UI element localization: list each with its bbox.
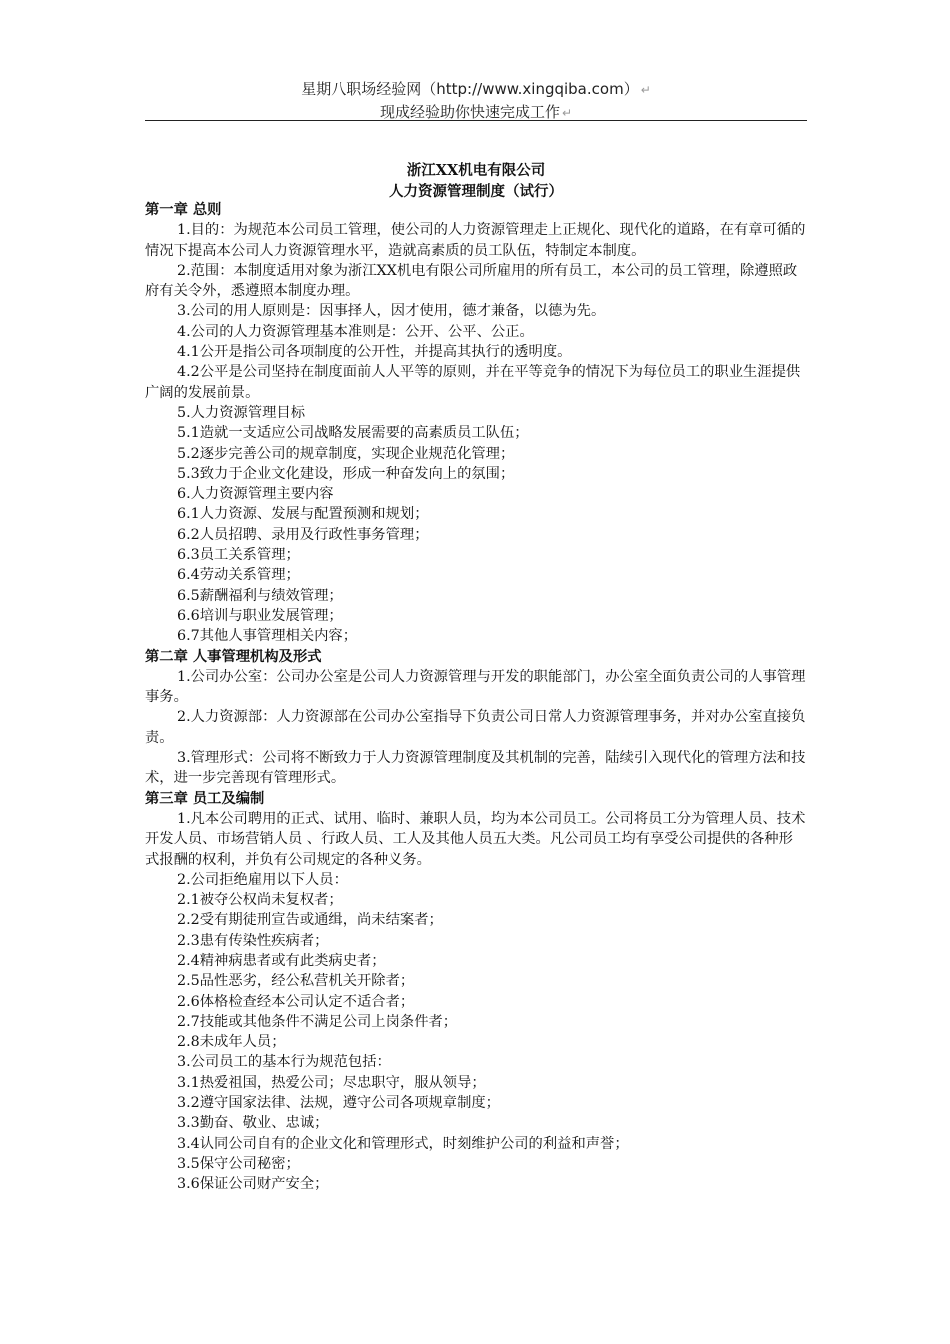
header-site-name: 星期八职场经验网（ <box>301 80 437 98</box>
paragraph: 5.人力资源管理目标 <box>177 404 306 421</box>
paragraph: 1.目的：为规范本公司员工管理，使公司的人力资源管理走上正规化、现代化的道路，在有章可循的情况下提高本公司人力资源管理水平，造就高素质的员工队伍，特制定本制度。 <box>145 222 806 259</box>
list-item: 3.5保守公司秘密； <box>177 1155 300 1172</box>
list-item: 6.2人员招聘、录用及行政性事务管理； <box>177 526 429 543</box>
list-item: 2.3患有传染性疾病者； <box>177 932 329 949</box>
paragraph: 3.公司员工的基本行为规范包括： <box>177 1054 391 1071</box>
list-item: 2.6体格检查经本公司认定不适合者； <box>177 993 415 1010</box>
list-item: 2.7技能或其他条件不满足公司上岗条件者； <box>177 1013 458 1030</box>
document-name: 人力资源管理制度（试行） <box>389 183 563 200</box>
list-item: 5.1造就一支适应公司战略发展需要的高素质员工队伍； <box>177 425 529 442</box>
list-item: 3.3勤奋、敬业、忠诚； <box>177 1115 329 1132</box>
return-mark-icon: ↵ <box>561 106 573 120</box>
header-url-link[interactable]: http://www.xingqiba.com <box>436 80 624 98</box>
company-name: 浙江XX机电有限公司 <box>406 162 546 179</box>
list-item: 3.1热爱祖国，热爱公司；尽忠职守，服从领导； <box>177 1074 486 1091</box>
document-body <box>145 200 807 1195</box>
chapter-heading: 第三章 员工及编制 <box>145 790 265 807</box>
return-mark-icon: ↵ <box>640 83 651 97</box>
list-item: 5.2逐步完善公司的规章制度，实现企业规范化管理； <box>177 445 515 462</box>
header-site-end: ） <box>623 80 639 98</box>
list-item: 5.3致力于企业文化建设，形成一种奋发向上的氛围； <box>177 465 515 482</box>
paragraph: 1.凡本公司聘用的正式、试用、临时、兼职人员，均为本公司员工。公司将员工分为管理人员、技术开发人员、市场营销人员 、行政人员、工人及其他人员五大类。凡公司员工均有享受公司提供的各种形式报酬的权利，并负有公司规定的各种义务。 <box>145 810 806 868</box>
list-item: 3.4认同公司自有的企业文化和管理形式，时刻维护公司的利益和声誉； <box>177 1135 629 1152</box>
paragraph: 3.公司的用人原则是：因事择人，因才使用，德才兼备，以德为先。 <box>177 303 606 320</box>
chapter-heading: 第二章 人事管理机构及形式 <box>145 648 322 665</box>
header-line-site <box>145 78 807 101</box>
header-slogan: 现成经验助你快速完成工作 <box>379 103 560 121</box>
list-item: 6.6培训与职业发展管理； <box>177 607 343 624</box>
paragraph: 4.1公开是指公司各项制度的公开性，并提高其执行的透明度。 <box>177 344 572 361</box>
list-item: 2.5品性恶劣，经公私营机关开除者； <box>177 973 415 990</box>
paragraph: 3.管理形式：公司将不断致力于人力资源管理制度及其机制的完善，陆续引入现代化的管理方法和技术，进一步完善现有管理形式。 <box>145 750 806 787</box>
paragraph: 2.公司拒绝雇用以下人员： <box>177 871 348 888</box>
paragraph: 4.公司的人力资源管理基本准则是：公开、公平、公正。 <box>177 323 534 340</box>
paragraph: 2.范围：本制度适用对象为浙江XX机电有限公司所雇用的所有员工，本公司的员工管理，除遵照政府有关令外，悉遵照本制度办理。 <box>145 262 798 300</box>
list-item: 2.1被夺公权尚未复权者； <box>177 892 343 909</box>
list-item: 3.6保证公司财产安全； <box>177 1176 329 1193</box>
paragraph: 2.人力资源部：人力资源部在公司办公室指导下负责公司日常人力资源管理事务，并对办公室直接负责。 <box>145 709 806 746</box>
header-divider <box>145 120 807 121</box>
chapter-heading: 第一章 总则 <box>145 202 222 218</box>
list-item: 2.4精神病患者或有此类病史者； <box>177 952 386 969</box>
paragraph: 6.人力资源管理主要内容 <box>177 486 334 503</box>
list-item: 6.5薪酬福利与绩效管理； <box>177 587 343 604</box>
list-item: 6.7其他人事管理相关内容； <box>177 628 358 645</box>
paragraph: 4.2公平是公司坚持在制度面前人人平等的原则，并在平等竞争的情况下为每位员工的职业生涯提供广阔的发展前景。 <box>145 364 801 401</box>
list-item: 2.8未成年人员； <box>177 1034 286 1051</box>
paragraph: 1.公司办公室：公司办公室是公司人力资源管理与开发的职能部门，办公室全面负责公司的人事管理事务。 <box>145 668 806 706</box>
document-title <box>145 160 807 202</box>
list-item: 3.2遵守国家法律、法规，遵守公司各项规章制度； <box>177 1095 500 1112</box>
list-item: 6.3员工关系管理； <box>177 547 300 564</box>
page-header <box>145 78 807 124</box>
list-item: 6.1人力资源、发展与配置预测和规划； <box>177 506 429 523</box>
list-item: 6.4劳动关系管理； <box>177 567 300 584</box>
list-item: 2.2受有期徒刑宣告或通缉，尚未结案者； <box>177 912 443 929</box>
